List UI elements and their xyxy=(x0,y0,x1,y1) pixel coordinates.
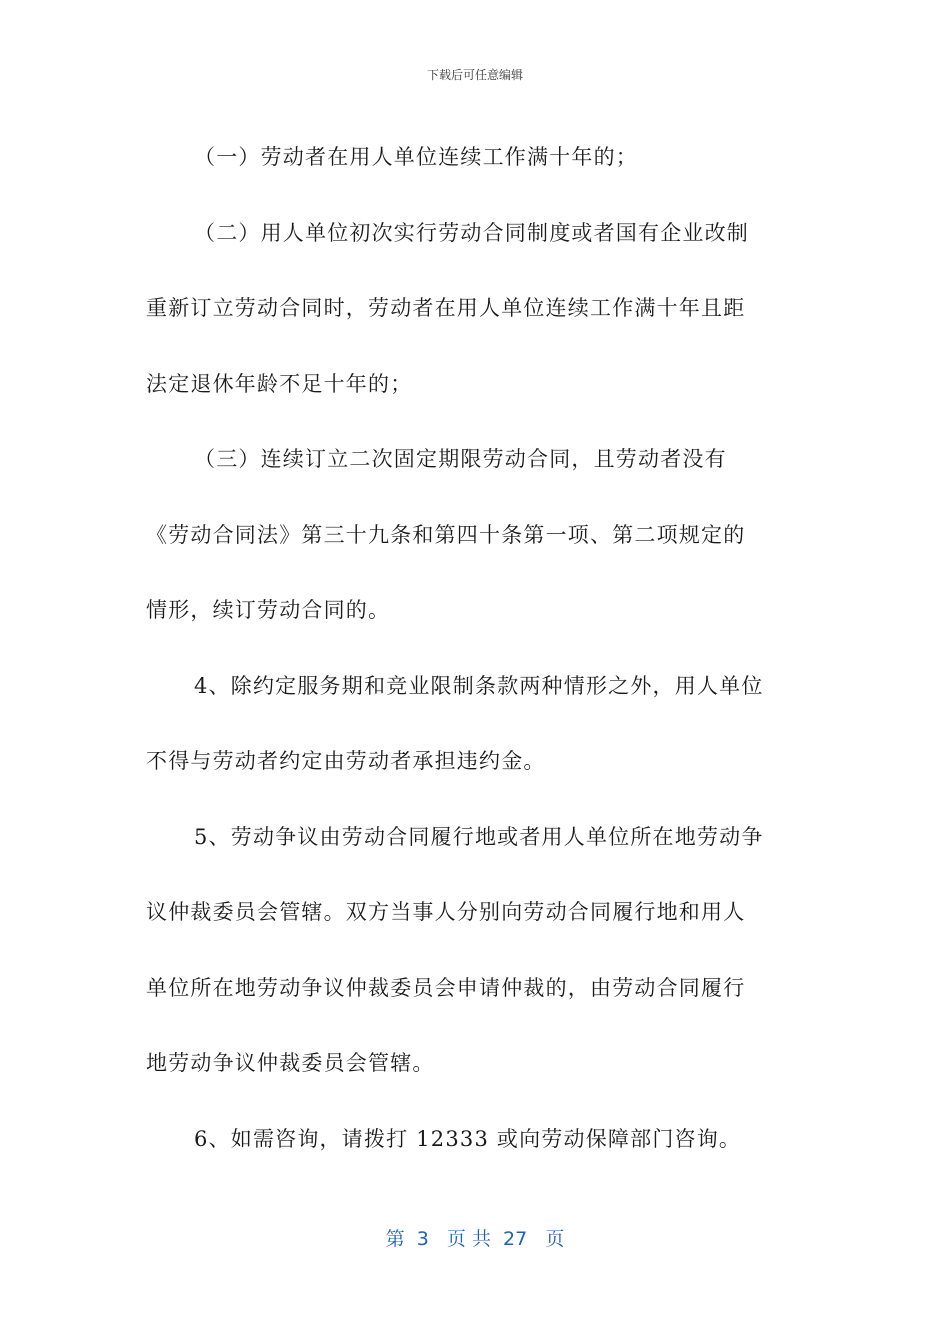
text-line: 议仲裁委员会管辖。双方当事人分别向劳动合同履行地和用人 xyxy=(146,900,746,924)
paragraph xyxy=(146,422,806,649)
text-line: 《劳动合同法》第三十九条和第四十条第一项、第二项规定的 xyxy=(146,522,746,547)
text-line: 地劳动争议仲裁委员会管辖。 xyxy=(146,1051,435,1075)
text-line: 4、除约定服务期和竞业限制条款两种情形之外，用人单位 xyxy=(194,673,764,698)
document-body xyxy=(146,120,806,1177)
paragraph xyxy=(146,120,806,196)
paragraph xyxy=(146,649,806,800)
page-header: 下载后可任意编辑 xyxy=(426,68,523,82)
text-line: （一）劳动者在用人单位连续工作满十年的； xyxy=(194,145,638,169)
text-line: 5、劳动争议由劳动合同履行地或者用人单位所在地劳动争 xyxy=(194,824,764,849)
text-line: 重新订立劳动合同时，劳动者在用人单位连续工作满十年且距 xyxy=(146,296,746,320)
text-line: 6、如需咨询，请拨打 12333 或向劳动保障部门咨询。 xyxy=(194,1126,742,1151)
text-line: 法定退休年龄不足十年的； xyxy=(146,371,413,396)
paragraph xyxy=(146,800,806,1102)
text-line: （二）用人单位初次实行劳动合同制度或者国有企业改制 xyxy=(194,220,749,245)
text-line: （三）连续订立二次固定期限劳动合同，且劳动者没有 xyxy=(194,447,727,471)
paragraph xyxy=(146,196,806,423)
page-number-footer: 第 3 页 共 27 页 xyxy=(385,1228,565,1250)
text-line: 情形，续订劳动合同的。 xyxy=(146,598,391,622)
paragraph xyxy=(146,1102,806,1178)
text-line: 不得与劳动者约定由劳动者承担违约金。 xyxy=(146,749,546,773)
text-line: 单位所在地劳动争议仲裁委员会申请仲裁的，由劳动合同履行 xyxy=(146,975,746,1000)
